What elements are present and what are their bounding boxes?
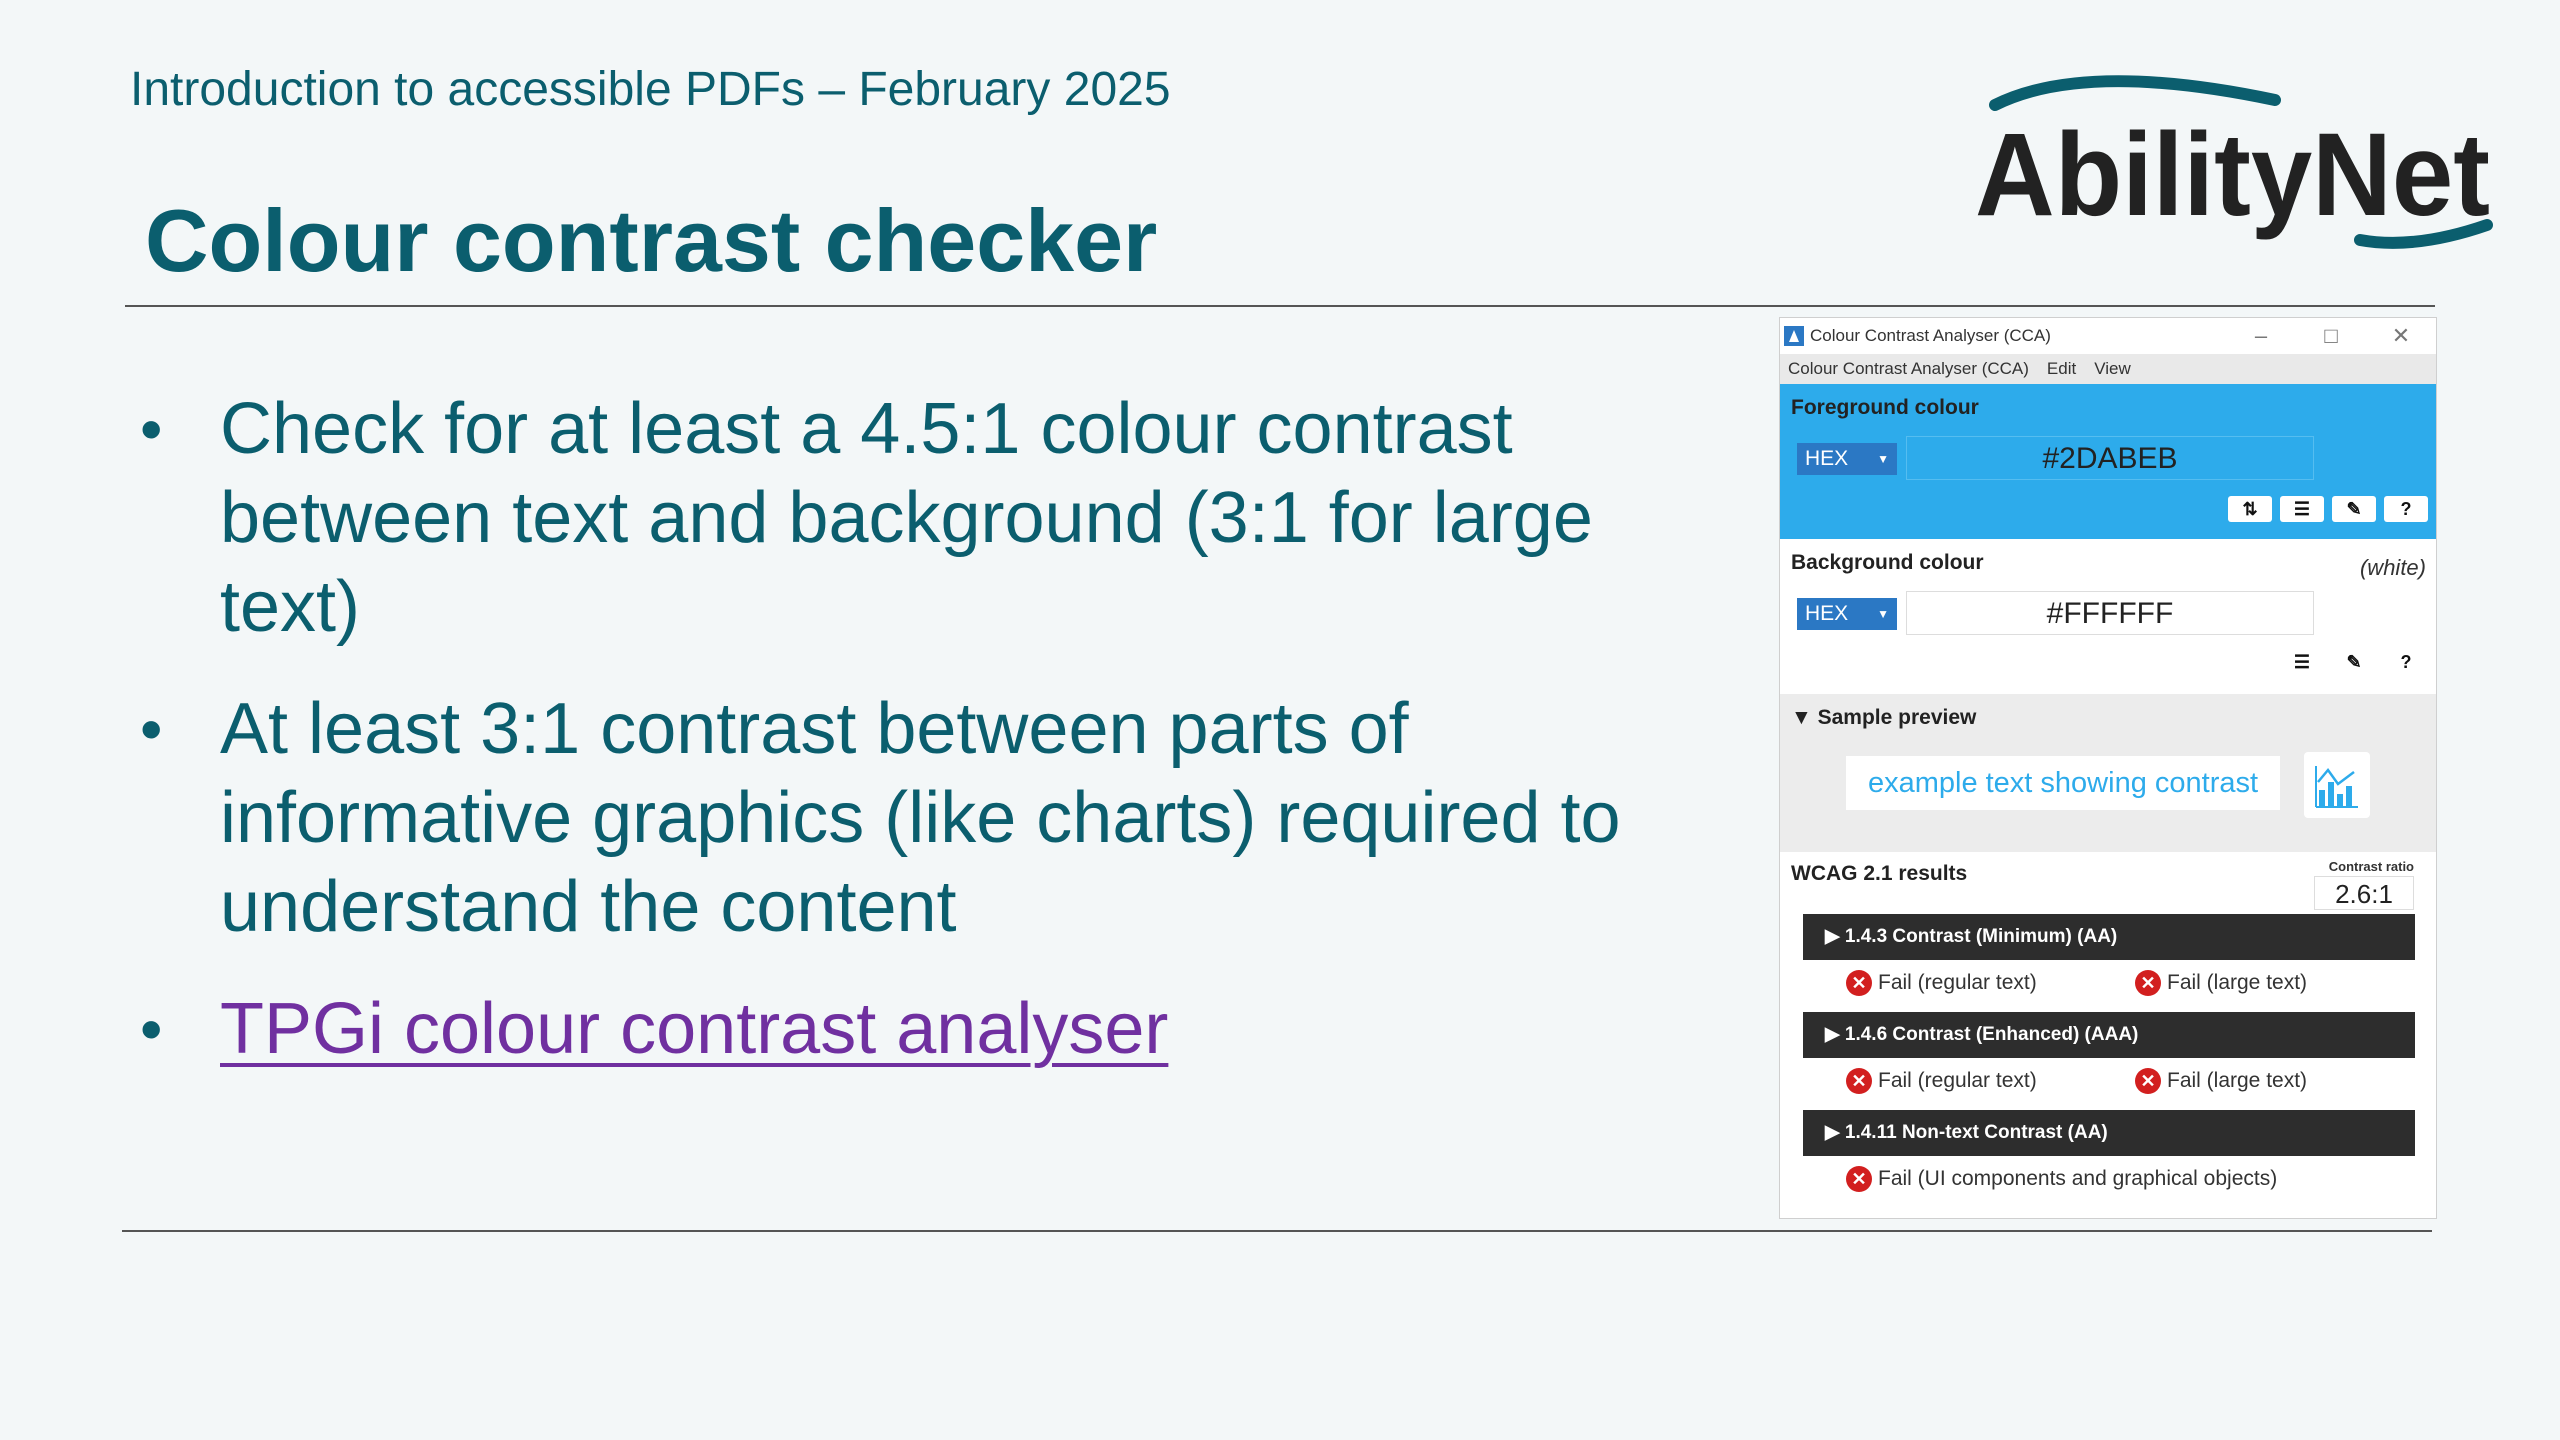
- swap-icon[interactable]: ⇅: [2228, 496, 2272, 522]
- background-colour-name: (white): [2359, 555, 2426, 580]
- bullet-text: At least 3:1 contrast between parts of informative graphics (like charts) required to understand the content: [220, 689, 1621, 947]
- help-icon[interactable]: ?: [2384, 496, 2428, 522]
- slide-subtitle: Introduction to accessible PDFs – February 2025: [130, 63, 1171, 116]
- app-icon: [1784, 326, 1804, 346]
- wcag-results-section: [1780, 852, 2436, 1198]
- background-format-select[interactable]: HEX ▼: [1797, 598, 1897, 630]
- foreground-format-select[interactable]: HEX ▼: [1797, 443, 1897, 475]
- bullet-list: [140, 385, 1700, 1107]
- result-item: ✕ Fail (large text): [2135, 1068, 2307, 1094]
- eyedropper-icon[interactable]: ✎: [2332, 496, 2376, 522]
- foreground-hex-input[interactable]: #2DABEB: [1906, 436, 2314, 480]
- criterion-1-4-6-header[interactable]: ▶ 1.4.6 Contrast (Enhanced) (AAA): [1803, 1012, 2415, 1058]
- fail-icon: ✕: [1846, 1166, 1872, 1192]
- result-item: ✕ Fail (UI components and graphical objects): [1846, 1166, 2277, 1192]
- bullet-item: • At least 3:1 contrast between parts of informative graphics (like charts) required to understand the content: [140, 689, 1621, 947]
- fail-icon: ✕: [1846, 970, 1872, 996]
- sample-preview-toggle[interactable]: ▼ Sample preview: [1791, 706, 1977, 729]
- bullet-text: Check for at least a 4.5:1 colour contrast between text and background (3:1 for large text): [220, 389, 1593, 647]
- bullet-item: • TPGi colour contrast analyser: [140, 989, 1169, 1069]
- slide-title: Colour contrast checker: [145, 191, 1158, 290]
- abilitynet-logo: [1975, 65, 2495, 265]
- chevron-down-icon: ▼: [1877, 452, 1889, 466]
- close-icon[interactable]: ✕: [2391, 323, 2411, 348]
- menu-view[interactable]: View: [2094, 359, 2131, 378]
- minimize-icon[interactable]: –: [2254, 323, 2268, 348]
- menu-app[interactable]: Colour Contrast Analyser (CCA): [1788, 359, 2029, 378]
- results-label: WCAG 2.1 results: [1791, 862, 1968, 885]
- window-titlebar: [1780, 318, 2436, 354]
- sliders-icon[interactable]: ☰: [2293, 652, 2311, 672]
- background-label: Background colour: [1791, 551, 1984, 574]
- criterion-1-4-11-header[interactable]: ▶ 1.4.11 Non-text Contrast (AA): [1803, 1110, 2415, 1156]
- sample-preview-text: example text showing contrast: [1846, 756, 2280, 810]
- help-icon[interactable]: ?: [2400, 652, 2412, 672]
- cca-window: [1779, 317, 2437, 1219]
- background-hex-input[interactable]: #FFFFFF: [1906, 591, 2314, 635]
- sample-preview-section: [1780, 694, 2436, 852]
- foreground-label: Foreground colour: [1791, 396, 1979, 419]
- window-title: Colour Contrast Analyser (CCA): [1810, 326, 2051, 345]
- chart-icon[interactable]: [2304, 752, 2370, 818]
- bottom-divider: [122, 1230, 2432, 1232]
- bullet-item: • Check for at least a 4.5:1 colour contrast between text and background (3:1 for large text): [140, 389, 1593, 647]
- foreground-section: [1780, 384, 2436, 539]
- fail-icon: ✕: [2135, 1068, 2161, 1094]
- top-divider: [125, 305, 2435, 307]
- criterion-1-4-3-header[interactable]: ▶ 1.4.3 Contrast (Minimum) (AA): [1803, 914, 2415, 960]
- chevron-down-icon: ▼: [1877, 607, 1889, 621]
- result-item: ✕ Fail (regular text): [1846, 1068, 2037, 1094]
- result-item: ✕ Fail (regular text): [1846, 970, 2037, 996]
- result-item: ✕ Fail (large text): [2135, 970, 2307, 996]
- menu-edit[interactable]: Edit: [2046, 359, 2077, 378]
- tpgi-link[interactable]: TPGi colour contrast analyser: [220, 989, 1169, 1069]
- maximize-icon[interactable]: □: [2324, 323, 2338, 348]
- contrast-ratio-value: 2.6:1: [2314, 876, 2414, 910]
- contrast-ratio-label: Contrast ratio: [2328, 859, 2414, 874]
- fail-icon: ✕: [1846, 1068, 1872, 1094]
- background-section: [1780, 539, 2436, 694]
- svg-text:AbilityNet: AbilityNet: [1975, 109, 2490, 241]
- sliders-icon[interactable]: ☰: [2280, 496, 2324, 522]
- fail-icon: ✕: [2135, 970, 2161, 996]
- eyedropper-icon[interactable]: ✎: [2346, 652, 2362, 672]
- menubar: [1780, 354, 2436, 384]
